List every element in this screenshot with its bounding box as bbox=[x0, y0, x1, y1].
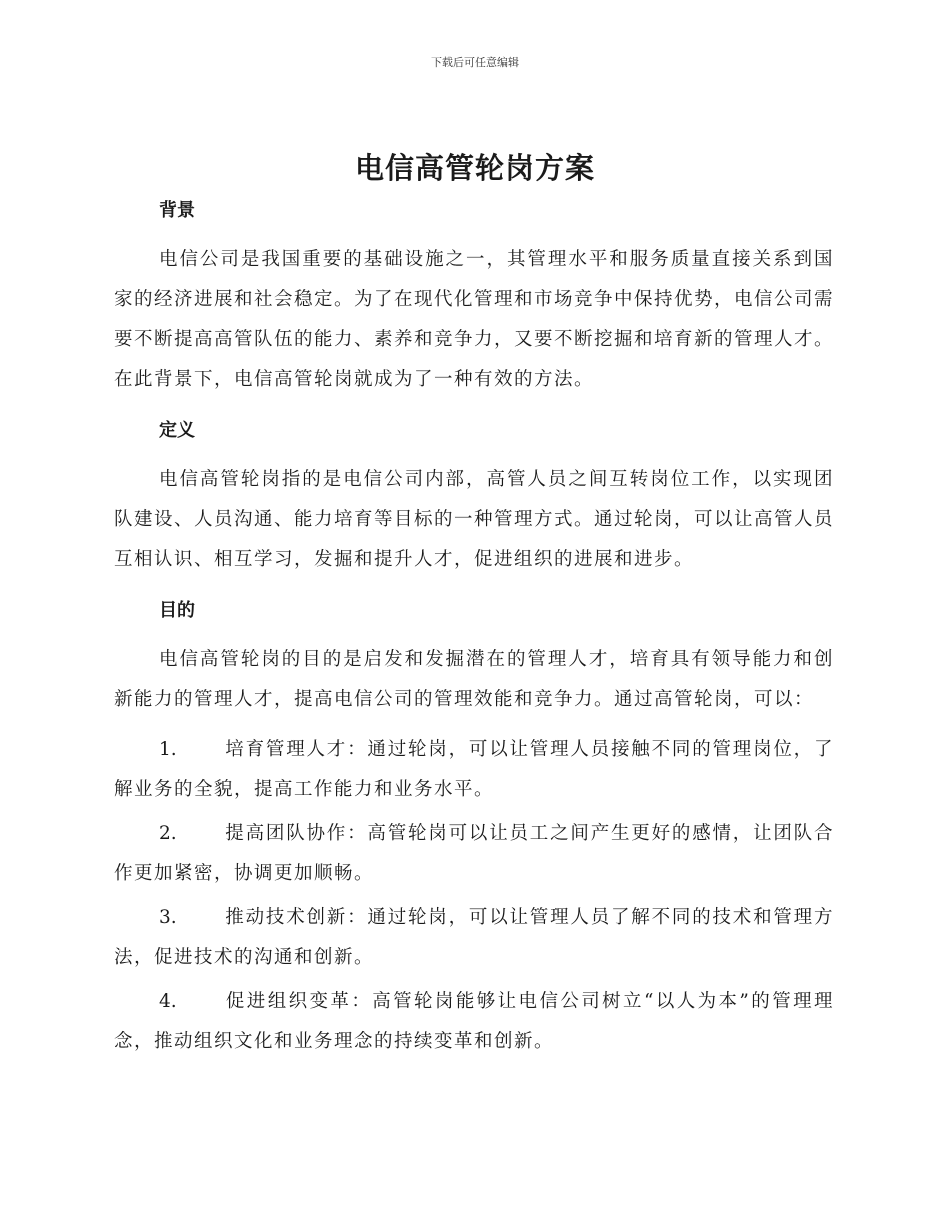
paragraph-purpose: 电信高管轮岗的目的是启发和发掘潜在的管理人才，培育具有领导能力和创新能力的管理人才，提高电信公司的管理效能和竞争力。通过高管轮岗，可以： bbox=[114, 649, 834, 710]
list-number: 2. bbox=[159, 823, 177, 844]
page-header: 下载后可任意编辑 bbox=[431, 56, 519, 69]
list-item bbox=[114, 730, 834, 810]
document-title: 电信高管轮岗方案 bbox=[354, 151, 595, 185]
list-number: 1. bbox=[159, 739, 177, 760]
list-item-text: 提高团队协作：高管轮岗可以让员工之间产生更好的感情，让团队合作更加紧密，协调更加顺畅。 bbox=[114, 823, 834, 884]
list-item-text: 促进组织变革：高管轮岗能够让电信公司树立“以人为本”的管理理念，推动组织文化和业务理念的持续变革和创新。 bbox=[114, 991, 834, 1052]
paragraph-background: 电信公司是我国重要的基础设施之一，其管理水平和服务质量直接关系到国家的经济进展和社会稳定。为了在现代化管理和市场竞争中保持优势，电信公司需要不断提高高管队伍的能力、素养和竞争力，又要不断挖掘和培育新的管理人才。在此背景下，电信高管轮岗就成为了一种有效的方法。 bbox=[114, 249, 835, 390]
list-number: 3. bbox=[159, 907, 177, 928]
document-body bbox=[114, 196, 834, 1062]
section-heading-background: 背景 bbox=[159, 200, 195, 221]
list-item bbox=[114, 814, 834, 894]
list-item-text: 推动技术创新：通过轮岗，可以让管理人员了解不同的技术和管理方法，促进技术的沟通和创新。 bbox=[114, 907, 834, 968]
list-number: 4. bbox=[159, 991, 177, 1012]
section-heading-definition: 定义 bbox=[159, 420, 195, 441]
list-item bbox=[114, 982, 834, 1062]
list-item-text: 培育管理人才：通过轮岗，可以让管理人员接触不同的管理岗位，了解业务的全貌，提高工作能力和业务水平。 bbox=[114, 739, 834, 800]
list-item bbox=[114, 898, 834, 978]
section-heading-purpose: 目的 bbox=[159, 600, 195, 621]
paragraph-definition: 电信高管轮岗指的是电信公司内部，高管人员之间互转岗位工作，以实现团队建设、人员沟通、能力培育等目标的一种管理方式。通过轮岗，可以让高管人员互相认识、相互学习，发掘和提升人才，促进组织的进展和进步。 bbox=[114, 469, 835, 570]
